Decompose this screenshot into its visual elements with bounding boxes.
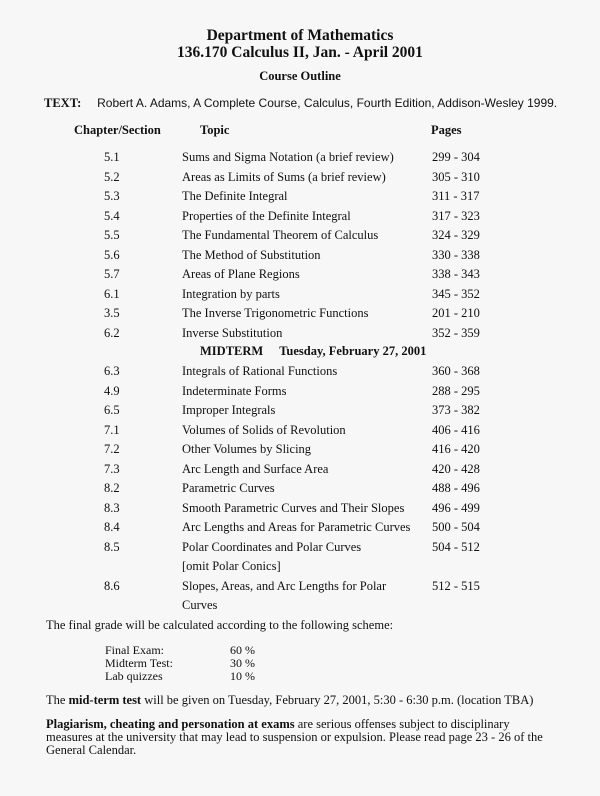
- row-pages: 352 - 359: [432, 325, 480, 340]
- midterm-date: Tuesday, February 27, 2001: [279, 344, 427, 358]
- midterm-divider: [200, 344, 426, 359]
- course-title: 136.170 Calculus II, Jan. - April 2001: [177, 44, 423, 61]
- row-topic: Parametric Curves: [182, 481, 275, 495]
- row-pages: 345 - 352: [432, 286, 480, 301]
- row-topic: Other Volumes by Slicing: [182, 442, 312, 456]
- row-topic: Integrals of Rational Functions: [182, 364, 338, 378]
- row-topic: Areas as Limits of Sums (a brief review): [182, 169, 386, 184]
- row-section: 5.6: [104, 247, 120, 262]
- row-pages: 201 - 210: [432, 306, 480, 320]
- row-pages: 373 - 382: [432, 403, 480, 417]
- grading-intro: The final grade will be calculated according to the following scheme:: [46, 618, 394, 632]
- midterm-note-prefix: The: [46, 693, 69, 707]
- row-note: [omit Polar Conics]: [182, 559, 281, 573]
- row-topic: Indeterminate Forms: [182, 383, 287, 398]
- midterm-note-bold: mid-term test: [68, 693, 142, 707]
- row-pages: 512 - 515: [432, 578, 480, 593]
- row-pages: 496 - 499: [432, 500, 480, 515]
- row-topic-continued: Curves: [182, 598, 218, 612]
- grading-item-value: 60 %: [230, 643, 255, 657]
- row-section: 7.1: [104, 422, 120, 437]
- row-topic: Volumes of Solids of Revolution: [182, 422, 346, 437]
- row-topic: The Definite Integral: [182, 189, 288, 203]
- row-section: 5.7: [104, 267, 120, 281]
- midterm-label: MIDTERM: [200, 344, 264, 358]
- grading-item-value: 10 %: [230, 669, 255, 683]
- department-title: Department of Mathematics: [206, 27, 394, 44]
- row-section: 3.5: [104, 306, 120, 320]
- row-pages: 324 - 329: [432, 228, 480, 242]
- row-section: 5.5: [104, 228, 120, 242]
- row-section: 6.3: [104, 364, 120, 378]
- row-topic: Inverse Substitution: [182, 325, 283, 340]
- row-section: 5.1: [104, 150, 120, 164]
- row-section: 5.2: [104, 169, 120, 184]
- row-pages: 360 - 368: [432, 364, 480, 378]
- row-section: 6.5: [104, 403, 120, 417]
- row-topic: Smooth Parametric Curves and Their Slopes: [182, 500, 405, 515]
- midterm-note: [46, 693, 533, 708]
- grading-item-label: Lab quizzes: [105, 669, 163, 683]
- row-topic: Arc Length and Surface Area: [182, 461, 329, 476]
- column-header-section: Chapter/Section: [74, 123, 161, 137]
- row-pages: 488 - 496: [432, 481, 480, 495]
- row-topic: The Inverse Trigonometric Functions: [182, 306, 369, 320]
- grading-item-value: 30 %: [230, 656, 255, 670]
- row-section: 8.6: [104, 578, 120, 593]
- grading-item-label: Final Exam:: [105, 643, 164, 657]
- row-pages: 500 - 504: [432, 520, 480, 534]
- row-section: 6.1: [104, 286, 120, 301]
- row-pages: 406 - 416: [432, 422, 480, 437]
- row-topic: Sums and Sigma Notation (a brief review): [182, 150, 394, 164]
- row-pages: 299 - 304: [432, 150, 480, 164]
- row-pages: 420 - 428: [432, 461, 480, 476]
- row-section: 8.2: [104, 481, 120, 495]
- midterm-note-suffix: will be given on Tuesday, February 27, 2001, 5:30 - 6:30 p.m. (location TBA): [141, 693, 534, 707]
- grading-item: [105, 669, 255, 684]
- row-topic: Integration by parts: [182, 286, 280, 301]
- column-header-topic: Topic: [200, 123, 230, 137]
- row-topic: The Fundamental Theorem of Calculus: [182, 228, 379, 242]
- row-topic: Properties of the Definite Integral: [182, 208, 351, 223]
- row-section: 8.5: [104, 539, 120, 554]
- plagiarism-notice: [46, 718, 546, 757]
- row-pages: 305 - 310: [432, 169, 480, 184]
- row-topic: Areas of Plane Regions: [182, 267, 300, 281]
- row-section: 6.2: [104, 325, 120, 340]
- row-section: 7.2: [104, 442, 120, 456]
- row-section: 8.3: [104, 500, 120, 515]
- textbook-label: TEXT:: [44, 96, 82, 110]
- row-section: 7.3: [104, 461, 120, 476]
- row-pages: 288 - 295: [432, 383, 480, 398]
- textbook-line: [44, 96, 557, 111]
- row-section: 4.9: [104, 383, 120, 398]
- row-pages: 311 - 317: [432, 189, 480, 203]
- row-pages: 317 - 323: [432, 208, 480, 223]
- row-topic: Arc Lengths and Areas for Parametric Curves: [182, 520, 411, 534]
- row-topic: Polar Coordinates and Polar Curves: [182, 539, 362, 554]
- outline-subtitle: Course Outline: [259, 69, 341, 83]
- grading-item-label: Midterm Test:: [105, 656, 173, 670]
- row-topic: The Method of Substitution: [182, 247, 321, 262]
- row-section: 5.4: [104, 208, 120, 223]
- row-pages: 330 - 338: [432, 247, 480, 262]
- row-topic: Improper Integrals: [182, 403, 276, 417]
- row-pages: 416 - 420: [432, 442, 480, 456]
- column-header-pages: Pages: [431, 123, 462, 137]
- plagiarism-rest: are serious offenses subject to disciplinary measures at the university that may lead to suspension or expulsion. Please read page 23 - 26 of the General Calendar.: [46, 717, 543, 757]
- plagiarism-bold: Plagiarism, cheating and personation at exams: [46, 717, 295, 731]
- row-pages: 338 - 343: [432, 267, 480, 281]
- row-pages: 504 - 512: [432, 539, 480, 554]
- row-section: 5.3: [104, 189, 120, 203]
- textbook-value: Robert A. Adams, A Complete Course, Calculus, Fourth Edition, Addison-Wesley 1999.: [97, 96, 558, 110]
- row-topic: Slopes, Areas, and Arc Lengths for Polar: [182, 578, 387, 593]
- row-section: 8.4: [104, 520, 120, 534]
